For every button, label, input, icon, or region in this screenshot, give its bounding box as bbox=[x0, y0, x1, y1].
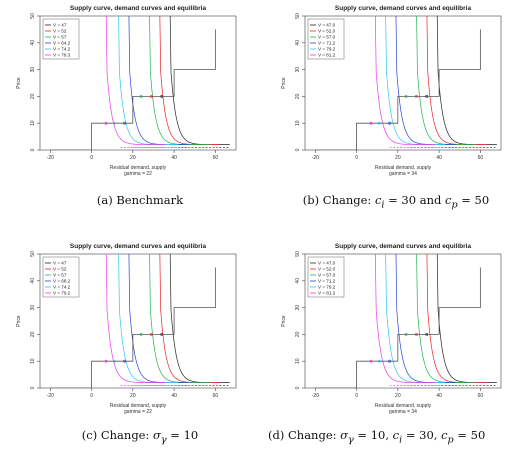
y-tick-label: 50 bbox=[295, 13, 301, 19]
caption-b-sub1: i bbox=[381, 199, 385, 211]
x-tick-label: 20 bbox=[395, 393, 401, 399]
y-tick-label: 40 bbox=[30, 278, 36, 284]
y-tick-label: 10 bbox=[295, 120, 301, 126]
x-axis-label: Residual demand, supply bbox=[109, 165, 167, 171]
demand-curve bbox=[168, 238, 230, 383]
x-tick-label: -20 bbox=[311, 393, 319, 399]
x-tick-label: 40 bbox=[171, 393, 177, 399]
y-tick-label: 20 bbox=[295, 331, 301, 338]
legend bbox=[308, 257, 344, 297]
y-tick-label: 0 bbox=[295, 386, 301, 390]
y-tick-label: 30 bbox=[30, 66, 36, 73]
caption-d-pre: (d) Change: bbox=[268, 428, 341, 442]
y-tick-label: 50 bbox=[30, 13, 36, 19]
legend-label: V = 57.0 bbox=[318, 272, 336, 278]
chart-panel-a bbox=[0, 0, 262, 190]
caption-c-pre: (c) Change: bbox=[81, 428, 154, 442]
demand-curve bbox=[147, 238, 209, 383]
x-axis-sublabel: gamma = 22 bbox=[124, 409, 152, 415]
y-tick-label: 10 bbox=[30, 358, 36, 364]
chart-d bbox=[265, 238, 527, 428]
legend bbox=[308, 19, 344, 59]
demand-curve bbox=[147, 0, 209, 145]
x-tick-label: 60 bbox=[212, 393, 219, 399]
legend-label: V = 47 bbox=[53, 22, 67, 28]
chart-a bbox=[0, 0, 262, 190]
demand-curve bbox=[158, 238, 220, 383]
demand-curve bbox=[425, 0, 487, 145]
x-tick-label: 0 bbox=[90, 155, 93, 161]
legend-label: V = 81.2 bbox=[318, 290, 336, 296]
caption-d-c2: c bbox=[441, 428, 448, 442]
y-tick-label: 40 bbox=[30, 40, 36, 46]
caption-b bbox=[265, 193, 527, 210]
legend-label: V = 52.0 bbox=[318, 28, 336, 34]
x-tick-label: 0 bbox=[355, 155, 358, 161]
legend bbox=[43, 257, 79, 297]
caption-d-c1sub: i bbox=[399, 434, 403, 446]
x-tick-label: 20 bbox=[395, 155, 401, 161]
chart-b bbox=[265, 0, 527, 190]
legend-label: V = 52 bbox=[53, 266, 67, 272]
x-tick-label: 40 bbox=[436, 393, 442, 399]
caption-d-c1val: = 30, bbox=[402, 428, 442, 442]
legend-label: V = 57 bbox=[53, 34, 67, 40]
caption-d-c1: c bbox=[392, 428, 400, 442]
x-tick-label: 0 bbox=[90, 393, 93, 399]
y-axis-label: Price bbox=[16, 77, 22, 89]
demand-curve bbox=[127, 238, 189, 383]
chart-title: Supply curve, demand curves and equilibria bbox=[69, 5, 207, 12]
y-tick-label: 50 bbox=[30, 251, 36, 257]
x-tick-label: 20 bbox=[130, 155, 136, 161]
chart-c bbox=[0, 238, 262, 428]
caption-d-post: = 10, bbox=[353, 428, 393, 442]
legend bbox=[43, 19, 79, 59]
y-tick-label: 20 bbox=[30, 93, 36, 100]
y-tick-label: 40 bbox=[295, 40, 301, 46]
y-tick-label: 30 bbox=[295, 304, 301, 311]
x-tick-label: -20 bbox=[46, 155, 54, 161]
x-axis-label: Residual demand, supply bbox=[374, 403, 432, 409]
caption-b-math2: c bbox=[445, 193, 452, 207]
x-tick-label: 40 bbox=[436, 155, 442, 161]
caption-a-text: (a) Benchmark bbox=[96, 193, 184, 207]
y-tick-label: 30 bbox=[295, 66, 301, 73]
x-axis-sublabel: gamma = 34 bbox=[389, 409, 417, 415]
y-axis-label: Price bbox=[281, 77, 287, 89]
chart-panel-c bbox=[0, 238, 262, 428]
chart-panel-d bbox=[265, 238, 527, 428]
demand-curve bbox=[435, 0, 497, 145]
caption-b-sub2: p bbox=[451, 199, 458, 211]
legend-label: V = 74.2 bbox=[53, 46, 71, 52]
caption-b-pre: (b) Change: bbox=[302, 193, 375, 207]
chart-title: Supply curve, demand curves and equilibria bbox=[69, 243, 207, 250]
legend-label: V = 47.0 bbox=[318, 22, 336, 28]
y-tick-label: 0 bbox=[30, 386, 36, 390]
caption-c-post: = 10 bbox=[166, 428, 199, 442]
legend-label: V = 57.0 bbox=[318, 34, 336, 40]
legend-label: V = 47 bbox=[53, 260, 67, 266]
demand-curve bbox=[414, 0, 476, 145]
legend-label: V = 79.3 bbox=[53, 52, 71, 58]
legend-label: V = 74.2 bbox=[53, 284, 71, 290]
x-tick-label: 0 bbox=[355, 393, 358, 399]
legend-label: V = 64.2 bbox=[53, 40, 71, 46]
x-axis-label: Residual demand, supply bbox=[109, 403, 167, 409]
demand-curve bbox=[394, 238, 456, 383]
chart-panel-b bbox=[265, 0, 527, 190]
y-tick-label: 0 bbox=[295, 148, 301, 152]
chart-title: Supply curve, demand curves and equilibria bbox=[334, 5, 472, 12]
caption-b-math1: c bbox=[374, 193, 382, 207]
caption-d-sub: γ bbox=[348, 434, 354, 446]
legend-label: V = 68.2 bbox=[53, 278, 71, 284]
x-tick-label: -20 bbox=[46, 393, 54, 399]
legend-label: V = 79.2 bbox=[318, 46, 336, 52]
x-tick-label: 20 bbox=[130, 393, 136, 399]
caption-c-sub: γ bbox=[160, 434, 167, 446]
y-tick-label: 40 bbox=[295, 278, 301, 284]
legend-label: V = 71.2 bbox=[318, 40, 336, 46]
chart-title: Supply curve, demand curves and equilibria bbox=[334, 243, 472, 250]
x-axis-label: Residual demand, supply bbox=[374, 165, 432, 171]
demand-curve bbox=[435, 238, 497, 383]
y-axis-label: Price bbox=[281, 315, 287, 327]
caption-c bbox=[20, 428, 260, 445]
caption-d-c2val: = 50 bbox=[453, 428, 486, 442]
legend-label: V = 81.2 bbox=[318, 52, 336, 58]
y-tick-label: 0 bbox=[30, 148, 36, 152]
demand-curve bbox=[127, 0, 189, 145]
caption-d-c2sub: p bbox=[447, 434, 454, 446]
x-tick-label: 60 bbox=[477, 155, 484, 161]
caption-b-post: = 50 bbox=[457, 193, 490, 207]
x-tick-label: -20 bbox=[311, 155, 319, 161]
caption-a bbox=[40, 193, 240, 207]
caption-d-sigma: σ bbox=[340, 428, 349, 442]
demand-curve bbox=[425, 238, 487, 383]
caption-d bbox=[268, 428, 527, 445]
caption-b-mid: = 30 and bbox=[384, 193, 445, 207]
demand-curve bbox=[168, 0, 230, 145]
y-tick-label: 10 bbox=[295, 358, 301, 364]
legend-label: V = 71.2 bbox=[318, 278, 336, 284]
legend-label: V = 47.0 bbox=[318, 260, 336, 266]
legend-label: V = 79.2 bbox=[53, 290, 71, 296]
y-tick-label: 20 bbox=[30, 331, 36, 338]
x-tick-label: 60 bbox=[477, 393, 484, 399]
caption-c-sigma: σ bbox=[153, 428, 161, 442]
legend-label: V = 79.2 bbox=[318, 284, 336, 290]
x-tick-label: 60 bbox=[212, 155, 219, 161]
demand-curve bbox=[394, 0, 456, 145]
legend-label: V = 57 bbox=[53, 272, 67, 278]
x-axis-sublabel: gamma = 34 bbox=[389, 171, 417, 177]
y-axis-label: Price bbox=[16, 315, 22, 327]
demand-curve bbox=[158, 0, 220, 145]
y-tick-label: 10 bbox=[30, 120, 36, 126]
demand-curve bbox=[414, 238, 476, 383]
x-axis-sublabel: gamma = 22 bbox=[124, 171, 152, 177]
x-tick-label: 40 bbox=[171, 155, 177, 161]
legend-label: V = 52.0 bbox=[318, 266, 336, 272]
y-tick-label: 50 bbox=[295, 251, 301, 257]
y-tick-label: 20 bbox=[295, 93, 301, 100]
y-tick-label: 30 bbox=[30, 304, 36, 311]
legend-label: V = 52 bbox=[53, 28, 67, 34]
